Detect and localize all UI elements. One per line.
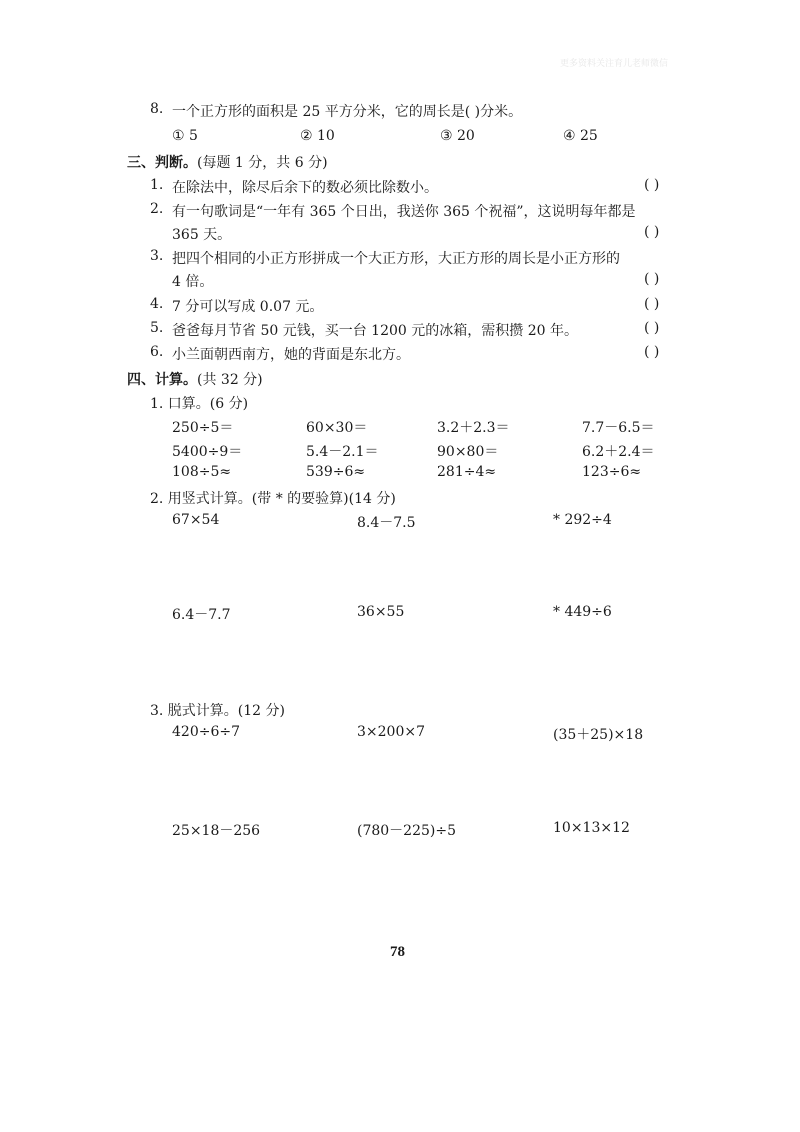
oral-calc-item: 250÷5＝ [172, 420, 234, 436]
judge-item-3-answer-paren: ( ) [644, 271, 660, 287]
judge-item-2-text-line2: 365 天。 [172, 227, 232, 243]
judge-item-4-number: 4. [150, 296, 164, 312]
judge-item-3-text-line2: 4 倍。 [172, 274, 214, 290]
q8-text: 一个正方形的面积是 25 平方分米，它的周长是( )分米。 [172, 104, 523, 120]
section4-heading [127, 369, 263, 389]
vertical-calc-item: 6.4－7.7 [172, 607, 231, 623]
oral-calc-item: 60×30＝ [306, 420, 368, 436]
q8-number: 8. [150, 101, 164, 117]
judge-item-5-text: 爸爸每月节省 50 元钱，买一台 1200 元的冰箱，需积攒 20 年。 [172, 323, 578, 339]
vertical-calc-item: 36×55 [357, 604, 405, 620]
oral-calc-item: 281÷4≈ [437, 464, 497, 480]
q8-option-3: ③ 20 [440, 128, 475, 144]
page-number: 78 [390, 944, 405, 960]
section4-title: 四、计算。 [127, 372, 197, 388]
oral-calc-item: 90×80＝ [437, 444, 499, 460]
judge-item-6-text: 小兰面朝西南方，她的背面是东北方。 [172, 347, 410, 363]
oral-calc-item: 5.4－2.1＝ [306, 444, 379, 460]
judge-item-2-number: 2. [150, 201, 164, 217]
judge-item-2-answer-paren: ( ) [644, 224, 660, 240]
stepwise-calc-item: (35＋25)×18 [553, 727, 644, 743]
oral-calc-item: 3.2＋2.3＝ [437, 420, 510, 436]
section3-title: 三、判断。 [127, 155, 197, 171]
vertical-calc-label: 2. 用竖式计算。(带 * 的要验算)(14 分) [150, 491, 396, 507]
q8-option-4: ④ 25 [563, 128, 598, 144]
oral-calc-item: 5400÷9＝ [172, 444, 243, 460]
section3-note: (每题 1 分，共 6 分) [197, 155, 328, 171]
oral-calc-item: 108÷5≈ [172, 464, 232, 480]
q8-option-2: ② 10 [300, 128, 335, 144]
stepwise-calc-item: 10×13×12 [553, 820, 630, 836]
vertical-calc-item: * 292÷4 [553, 512, 612, 528]
vertical-calc-item: 67×54 [172, 512, 220, 528]
oral-calc-item: 6.2＋2.4＝ [582, 444, 655, 460]
watermark: 更多资料关注育儿老师微信 [560, 59, 669, 69]
section3-heading [127, 152, 328, 172]
vertical-calc-item: * 449÷6 [553, 604, 612, 620]
oral-calc-item: 7.7－6.5＝ [582, 420, 655, 436]
judge-item-6-answer-paren: ( ) [644, 344, 660, 360]
judge-item-1-answer-paren: ( ) [644, 177, 660, 193]
judge-item-1-text: 在除法中，除尽后余下的数必须比除数小。 [172, 180, 438, 196]
stepwise-calc-item: 3×200×7 [357, 724, 425, 740]
judge-item-3-text-line1: 把四个相同的小正方形拼成一个大正方形，大正方形的周长是小正方形的 [172, 251, 620, 267]
judge-item-5-answer-paren: ( ) [644, 320, 660, 336]
judge-item-1-number: 1. [150, 177, 164, 193]
stepwise-calc-item: 420÷6÷7 [172, 724, 240, 740]
judge-item-3-number: 3. [150, 248, 164, 264]
judge-item-2-text-line1: 有一句歌词是“一年有 365 个日出，我送你 365 个祝福”，这说明每年都是 [172, 204, 636, 220]
q8-option-1: ① 5 [172, 128, 198, 144]
oral-calc-item: 123÷6≈ [582, 464, 642, 480]
stepwise-calc-label: 3. 脱式计算。(12 分) [150, 703, 285, 719]
section4-note: (共 32 分) [197, 372, 263, 388]
vertical-calc-item: 8.4－7.5 [357, 515, 416, 531]
oral-calc-item: 539÷6≈ [306, 464, 366, 480]
stepwise-calc-item: (780－225)÷5 [357, 823, 457, 839]
judge-item-6-number: 6. [150, 344, 164, 360]
judge-item-5-number: 5. [150, 320, 164, 336]
judge-item-4-text: 7 分可以写成 0.07 元。 [172, 299, 324, 315]
stepwise-calc-item: 25×18－256 [172, 823, 261, 839]
oral-calc-label: 1. 口算。(6 分) [150, 396, 249, 412]
judge-item-4-answer-paren: ( ) [644, 296, 660, 312]
